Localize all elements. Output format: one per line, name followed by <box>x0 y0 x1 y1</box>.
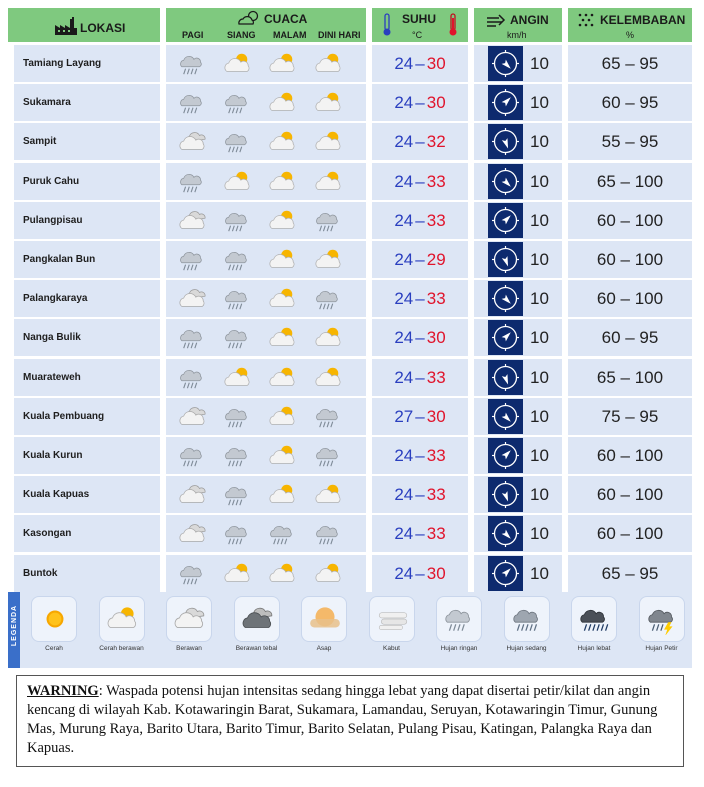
header-suhu <box>372 8 468 42</box>
temperature-cell <box>372 319 468 356</box>
temp-min: 24 <box>394 446 414 465</box>
wind-direction-icon <box>488 46 523 81</box>
warning-box <box>16 675 684 767</box>
legend-label: Cerah <box>45 645 63 652</box>
humidity-dots-icon <box>578 13 594 27</box>
wind-speed: 10 <box>530 171 549 191</box>
temp-separator: – <box>415 54 425 73</box>
legend-item <box>225 596 289 652</box>
wind-speed: 10 <box>530 289 549 309</box>
temp-separator: – <box>415 210 425 230</box>
wind-cell <box>474 437 562 474</box>
weather-cell <box>166 163 366 200</box>
wind-speed: 10 <box>530 446 549 465</box>
wind-speed: 10 <box>530 524 549 544</box>
kelembaban-label: KELEMBABAN <box>600 13 686 27</box>
temp-max: 30 <box>426 328 446 348</box>
suhu-unit: °C <box>412 30 423 40</box>
humidity-cell: 60 – 95 <box>568 84 692 121</box>
cuaca-label: CUACA <box>264 12 308 26</box>
fog-icon <box>369 596 415 642</box>
wind-direction-icon <box>488 242 523 277</box>
legend-item <box>630 596 694 652</box>
cloudy-sun-icon <box>266 404 300 430</box>
temperature-cell <box>372 123 468 160</box>
location-name: Kuala Kapuas <box>14 476 160 513</box>
weather-cell <box>166 359 366 396</box>
humidity-cell: 60 – 100 <box>568 202 692 239</box>
temp-separator: – <box>415 250 425 269</box>
temp-separator: – <box>415 289 425 309</box>
temp-min: 24 <box>394 524 414 544</box>
legend-item <box>292 596 356 652</box>
haze-icon <box>301 596 347 642</box>
wind-direction-icon <box>488 124 523 159</box>
cloudy-sun-icon <box>312 365 346 391</box>
temp-max: 30 <box>426 54 446 73</box>
wind-cell <box>474 202 562 239</box>
legend-item <box>22 596 86 652</box>
temperature-cell <box>372 84 468 121</box>
temp-separator: – <box>415 446 425 465</box>
legend-label: Kabut <box>383 645 400 652</box>
legend-item <box>360 596 424 652</box>
temp-min: 24 <box>394 328 414 348</box>
temp-max: 33 <box>426 446 446 465</box>
temp-separator: – <box>415 406 425 426</box>
temp-max: 30 <box>426 406 446 426</box>
temp-min: 24 <box>394 563 414 583</box>
cloudy-sun-icon <box>312 482 346 508</box>
wind-icon <box>486 14 506 28</box>
wind-cell <box>474 280 562 317</box>
humidity-cell: 60 – 95 <box>568 319 692 356</box>
temp-max: 33 <box>426 524 446 544</box>
rain-light-icon <box>176 443 210 469</box>
wind-direction-icon <box>488 281 523 316</box>
rain-light-icon <box>221 90 255 116</box>
legend-item <box>562 596 626 652</box>
wind-direction-icon <box>488 203 523 238</box>
legend-label: Berawan <box>176 645 202 652</box>
rain-light-icon <box>436 596 482 642</box>
wind-direction-icon <box>488 399 523 434</box>
rain-light-icon <box>312 286 346 312</box>
cloudy-sun-icon <box>266 482 300 508</box>
thermometer-hot-icon <box>448 13 458 37</box>
cloudy-sun-icon <box>266 286 300 312</box>
weather-cell <box>166 398 366 435</box>
temp-max: 33 <box>426 485 446 505</box>
location-name: Kasongan <box>14 515 160 552</box>
cloudy-sun-icon <box>221 561 255 587</box>
temp-max: 33 <box>426 171 446 191</box>
humidity-cell: 65 – 100 <box>568 163 692 200</box>
location-name: Kuala Pembuang <box>14 398 160 435</box>
temp-min: 24 <box>394 54 414 73</box>
rain-light-icon <box>176 51 210 77</box>
temperature-cell <box>372 398 468 435</box>
cloudy-sun-icon <box>266 51 300 77</box>
humidity-cell: 60 – 100 <box>568 280 692 317</box>
temperature-cell <box>372 241 468 278</box>
temp-separator: – <box>415 524 425 544</box>
cloudy-sun-icon <box>312 90 346 116</box>
legend-item <box>157 596 221 652</box>
table-row <box>0 123 704 160</box>
cloudy-sun-icon <box>312 129 346 155</box>
period-malam: MALAM <box>273 30 307 40</box>
temperature-cell <box>372 476 468 513</box>
temp-min: 24 <box>394 132 414 152</box>
wind-direction-icon <box>488 477 523 512</box>
cloudy-sun-icon <box>312 325 346 351</box>
temperature-cell <box>372 280 468 317</box>
location-name: Sampit <box>14 123 160 160</box>
wind-cell <box>474 555 562 592</box>
humidity-cell: 55 – 95 <box>568 123 692 160</box>
temp-max: 33 <box>426 210 446 230</box>
humidity-cell: 60 – 100 <box>568 241 692 278</box>
rain-light-icon <box>176 561 210 587</box>
legend-label: Hujan sedang <box>506 645 547 652</box>
rain-heavy-icon <box>571 596 617 642</box>
rain-light-icon <box>221 286 255 312</box>
overcast-icon <box>234 596 280 642</box>
weather-cell <box>166 476 366 513</box>
sun-icon <box>31 596 77 642</box>
rain-light-icon <box>221 404 255 430</box>
rain-light-icon <box>221 482 255 508</box>
rain-light-icon <box>176 247 210 273</box>
weather-cell <box>166 202 366 239</box>
thunder-icon <box>639 596 685 642</box>
angin-label: ANGIN <box>510 13 549 27</box>
temp-separator: – <box>415 328 425 348</box>
table-row <box>0 398 704 435</box>
period-dini-hari: DINI HARI <box>318 30 361 40</box>
table-row <box>0 555 704 592</box>
rain-light-icon <box>221 208 255 234</box>
temp-separator: – <box>415 367 425 387</box>
humidity-cell: 65 – 100 <box>568 359 692 396</box>
weather-cell <box>166 123 366 160</box>
cloudy-icon <box>176 404 210 430</box>
header-lokasi <box>8 8 160 42</box>
weather-cell <box>166 84 366 121</box>
wind-cell <box>474 359 562 396</box>
location-name: Pangkalan Bun <box>14 241 160 278</box>
rain-light-icon <box>221 129 255 155</box>
location-name: Muarateweh <box>14 359 160 396</box>
header-kelembaban <box>568 8 692 42</box>
wind-speed: 10 <box>530 563 549 583</box>
temp-min: 24 <box>394 93 414 113</box>
legend-label: Hujan lebat <box>577 645 611 652</box>
location-name: Tamiang Layang <box>14 45 160 82</box>
cloudy-sun-icon <box>99 596 145 642</box>
table-row <box>0 476 704 513</box>
cloudy-sun-icon <box>266 325 300 351</box>
suhu-label: SUHU <box>402 12 437 26</box>
humidity-cell: 60 – 100 <box>568 437 692 474</box>
legend-item <box>90 596 154 652</box>
rain-light-icon <box>176 365 210 391</box>
location-name: Buntok <box>14 555 160 592</box>
location-name: Nanga Bulik <box>14 319 160 356</box>
temp-min: 24 <box>394 289 414 309</box>
table-row <box>0 515 704 552</box>
temp-max: 33 <box>426 367 446 387</box>
legend-sidebar <box>8 592 20 668</box>
cloudy-icon <box>176 129 210 155</box>
temperature-cell <box>372 202 468 239</box>
temp-separator: – <box>415 132 425 152</box>
rain-light-icon <box>176 169 210 195</box>
humidity-cell: 60 – 100 <box>568 515 692 552</box>
rain-light-icon <box>176 90 210 116</box>
thermometer-icon <box>382 13 392 37</box>
rain-light-icon <box>221 325 255 351</box>
wind-cell <box>474 163 562 200</box>
temp-min: 24 <box>394 171 414 191</box>
wind-cell <box>474 84 562 121</box>
temp-max: 30 <box>426 563 446 583</box>
temperature-cell <box>372 163 468 200</box>
angin-unit: km/h <box>507 30 527 40</box>
warning-text: : Waspada potensi hujan intensitas sedang hingga lebat yang dapat disertai petir/kilat dan angin kencang di wilayah Kab. Kotawaringin Barat, Sukamara, Lamandau, Seruyan, Kotawaringin Timur, Gunung Mas, Murung Raya, Barito Utara, Barito Timur, Barito Selatan, Pulang Pisau, Katingan, Palangka Raya dan Kapuas. <box>27 683 658 756</box>
partly-cloudy-icon <box>236 10 262 26</box>
rain-light-icon <box>266 521 300 547</box>
header-angin <box>474 8 562 42</box>
wind-cell <box>474 515 562 552</box>
wind-speed: 10 <box>530 250 549 269</box>
cloudy-sun-icon <box>266 208 300 234</box>
location-name: Palangkaraya <box>14 280 160 317</box>
temperature-cell <box>372 45 468 82</box>
wind-direction-icon <box>488 516 523 551</box>
cloudy-icon <box>176 208 210 234</box>
legend-label: Hujan ringan <box>440 645 478 652</box>
wind-speed: 10 <box>530 485 549 505</box>
rain-light-icon <box>312 208 346 234</box>
table-row <box>0 163 704 200</box>
lokasi-label: LOKASI <box>80 21 126 35</box>
cloudy-icon <box>176 482 210 508</box>
location-name: Pulangpisau <box>14 202 160 239</box>
legend <box>8 592 692 668</box>
weather-cell <box>166 45 366 82</box>
wind-cell <box>474 476 562 513</box>
wind-cell <box>474 45 562 82</box>
rain-light-icon <box>312 404 346 430</box>
cloudy-sun-icon <box>266 169 300 195</box>
rain-light-icon <box>312 521 346 547</box>
table-row <box>0 241 704 278</box>
cloudy-sun-icon <box>266 129 300 155</box>
temperature-cell <box>372 555 468 592</box>
cloudy-sun-icon <box>312 169 346 195</box>
temp-min: 24 <box>394 210 414 230</box>
table-row <box>0 84 704 121</box>
wind-speed: 10 <box>530 132 549 152</box>
header-cuaca <box>166 8 366 42</box>
table-row <box>0 437 704 474</box>
legend-item <box>427 596 491 652</box>
rain-light-icon <box>221 443 255 469</box>
table-row <box>0 280 704 317</box>
temp-min: 27 <box>394 406 414 426</box>
legend-label: Berawan tebal <box>235 645 278 652</box>
kelembaban-unit: % <box>626 30 635 40</box>
legend-label: Asap <box>316 645 332 652</box>
cloudy-sun-icon <box>312 51 346 77</box>
cloudy-icon <box>176 521 210 547</box>
table-row <box>0 319 704 356</box>
temp-min: 24 <box>394 367 414 387</box>
wind-speed: 10 <box>530 406 549 426</box>
wind-cell <box>474 398 562 435</box>
legend-label: Cerah berawan <box>99 645 144 652</box>
temp-separator: – <box>415 93 425 113</box>
cloudy-sun-icon <box>266 90 300 116</box>
table-row <box>0 45 704 82</box>
cloudy-sun-icon <box>312 247 346 273</box>
temp-max: 30 <box>426 93 446 113</box>
temperature-cell <box>372 359 468 396</box>
cloudy-sun-icon <box>221 365 255 391</box>
legend-label: Hujan Petir <box>645 645 678 652</box>
legend-title: LEGENDA <box>11 604 19 647</box>
rain-light-icon <box>221 521 255 547</box>
humidity-cell: 65 – 95 <box>568 555 692 592</box>
cloudy-icon <box>176 286 210 312</box>
weather-cell <box>166 241 366 278</box>
factory-icon <box>54 16 78 36</box>
cloudy-sun-icon <box>266 247 300 273</box>
temp-separator: – <box>415 485 425 505</box>
weather-cell <box>166 437 366 474</box>
temperature-cell <box>372 515 468 552</box>
temp-max: 33 <box>426 289 446 309</box>
wind-speed: 10 <box>530 54 549 73</box>
temp-separator: – <box>415 171 425 191</box>
weather-cell <box>166 319 366 356</box>
wind-speed: 10 <box>530 210 549 230</box>
wind-direction-icon <box>488 320 523 355</box>
cloudy-sun-icon <box>221 169 255 195</box>
wind-cell <box>474 123 562 160</box>
rain-moderate-icon <box>504 596 550 642</box>
wind-cell <box>474 319 562 356</box>
cloudy-sun-icon <box>266 561 300 587</box>
table-row <box>0 359 704 396</box>
period-pagi: PAGI <box>182 30 204 40</box>
table-row <box>0 202 704 239</box>
location-name: Sukamara <box>14 84 160 121</box>
humidity-cell: 65 – 95 <box>568 45 692 82</box>
location-name: Puruk Cahu <box>14 163 160 200</box>
legend-item <box>495 596 559 652</box>
rain-light-icon <box>176 325 210 351</box>
wind-direction-icon <box>488 164 523 199</box>
weather-cell <box>166 280 366 317</box>
cloudy-sun-icon <box>312 561 346 587</box>
weather-cell <box>166 555 366 592</box>
period-siang: SIANG <box>227 30 256 40</box>
wind-speed: 10 <box>530 93 549 113</box>
wind-direction-icon <box>488 438 523 473</box>
wind-direction-icon <box>488 556 523 591</box>
cloudy-sun-icon <box>221 51 255 77</box>
wind-cell <box>474 241 562 278</box>
temperature-cell <box>372 437 468 474</box>
temp-min: 24 <box>394 250 414 269</box>
temp-min: 24 <box>394 485 414 505</box>
cloudy-sun-icon <box>266 365 300 391</box>
humidity-cell: 75 – 95 <box>568 398 692 435</box>
wind-direction-icon <box>488 360 523 395</box>
wind-speed: 10 <box>530 328 549 348</box>
wind-speed: 10 <box>530 367 549 387</box>
humidity-cell: 60 – 100 <box>568 476 692 513</box>
cloudy-sun-icon <box>266 443 300 469</box>
temp-max: 32 <box>426 132 446 152</box>
temp-separator: – <box>415 563 425 583</box>
warning-label: WARNING <box>27 683 99 699</box>
cloudy-icon <box>166 596 212 642</box>
rain-light-icon <box>221 247 255 273</box>
wind-direction-icon <box>488 85 523 120</box>
temp-max: 29 <box>426 250 446 269</box>
location-name: Kuala Kurun <box>14 437 160 474</box>
rain-light-icon <box>312 443 346 469</box>
weather-cell <box>166 515 366 552</box>
